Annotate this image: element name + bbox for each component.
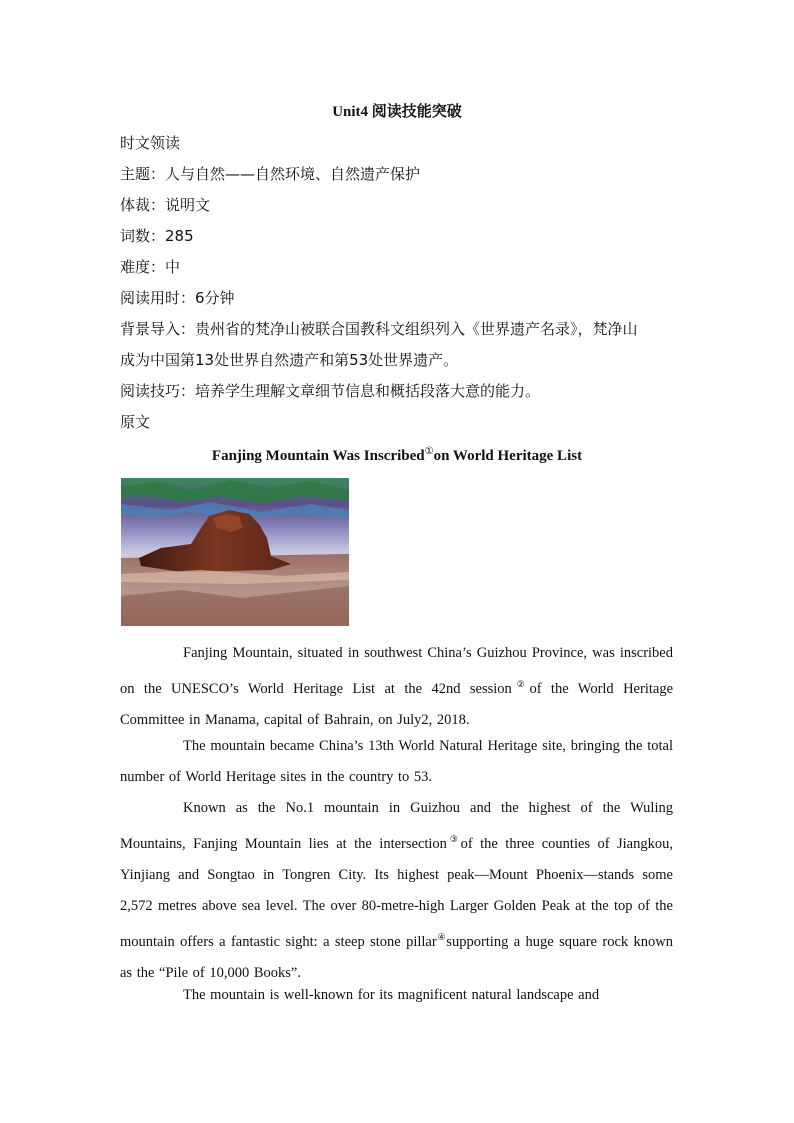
paragraph-3: [120, 793, 673, 989]
paragraph-4: [120, 980, 673, 1011]
page-title: Unit4 阅读技能突破: [332, 104, 462, 120]
article-title-part2: on World Heritage List: [433, 448, 583, 464]
paragraph-3-text-a: Known as the No.1 mountain in Guizhou and the highest of the Wuling Mountains, Fanjing Mountain lies at the intersection: [120, 800, 673, 852]
footnote-marker: ④: [436, 931, 447, 942]
theme-line: 主题：人与自然——自然环境、自然遗产保护: [120, 165, 421, 183]
paragraph-2: [120, 731, 673, 793]
word-count-line: 词数：285: [120, 227, 194, 245]
paragraph-4-text: The mountain is well-known for its magnificent natural landscape and: [183, 987, 600, 1003]
footnote-marker: ②: [511, 679, 530, 689]
paragraph-3-text-c: supporting a huge square rock known as the “Pile of 10,000 Books”.: [120, 933, 673, 981]
paragraph-2-text: The mountain became China’s 13th World Natural Heritage site, bringing the total number of World Heritage sites in the country to 53.: [120, 738, 673, 785]
paragraph-3-text-b: of the three counties of Jiangkou, Yinjiang and Songtao in Tongren City. Its highest peak—Mount Phoenix—stands some 2,572 metres above sea level. The over 80-metre-high Larger Golden Peak at the top of the mountain offers a fantastic sight: a steep stone pillar: [120, 835, 673, 950]
original-label: 原文: [120, 413, 151, 431]
difficulty-line: 难度：中: [120, 258, 181, 276]
mountain-photo: [121, 478, 349, 626]
paragraph-1-text-b: of the World Heritage Committee in Manama, capital of Bahrain, on July2, 2018.: [120, 680, 674, 728]
skill-line: 阅读技巧：培养学生理解文章细节信息和概括段落大意的能力。: [120, 382, 541, 400]
paragraph-1-text-a: Fanjing Mountain, situated in southwest China’s Guizhou Province, was inscribed on the UNESCO’s World Heritage List at the 42nd session: [120, 645, 673, 697]
background-line-1: 背景导入：贵州省的梵净山被联合国教科文组织列入《世界遗产名录》，梵净山: [120, 320, 638, 338]
reading-time-line: 阅读用时：6分钟: [120, 289, 235, 307]
genre-line: 体裁：说明文: [120, 196, 211, 214]
article-title-part1: Fanjing Mountain Was Inscribed: [211, 448, 425, 464]
section-label: 时文领读: [120, 134, 181, 152]
footnote-marker: ③: [446, 834, 461, 844]
paragraph-1: [120, 638, 673, 736]
footnote-marker: ①: [424, 446, 434, 457]
article-title: [0, 446, 794, 465]
background-line-2: 成为中国第13处世界自然遗产和第53处世界遗产。: [120, 351, 459, 369]
